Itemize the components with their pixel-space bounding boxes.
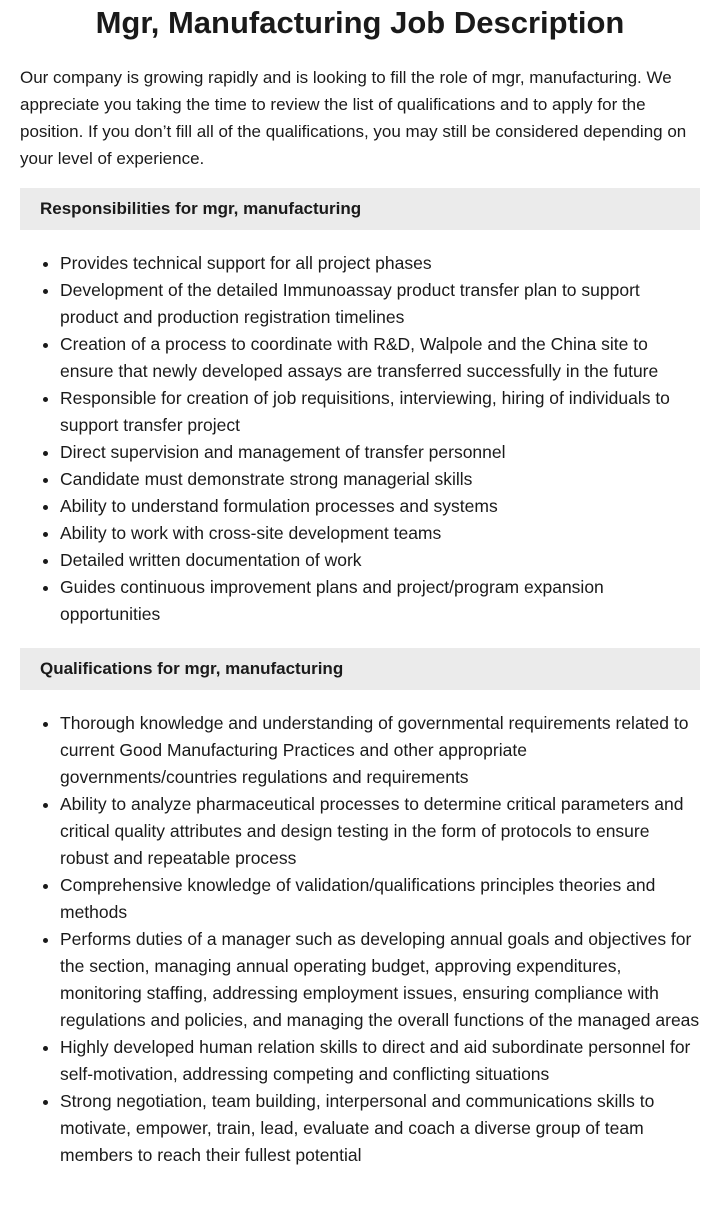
list-item: • Thorough knowledge and understanding of governmental requirements related to current Good Manufacturing Practices and other appropriate governments/countries regulations and requirements xyxy=(60,710,700,791)
list-item: • Comprehensive knowledge of validation/qualifications principles theories and methods xyxy=(60,872,700,926)
list-item: • Responsible for creation of job requisitions, interviewing, hiring of individuals to support transfer project xyxy=(60,385,700,439)
list-item: • Development of the detailed Immunoassay product transfer plan to support product and production registration timelines xyxy=(60,277,700,331)
list-item: • Strong negotiation, team building, interpersonal and communications skills to motivate, empower, train, lead, evaluate and coach a diverse group of team members to reach their fullest potential xyxy=(60,1088,700,1169)
list-item: • Guides continuous improvement plans and project/program expansion opportunities xyxy=(60,574,700,628)
list-item: • Provides technical support for all project phases xyxy=(60,250,700,277)
responsibilities-heading: Responsibilities for mgr, manufacturing xyxy=(20,188,700,230)
page-title: Mgr, Manufacturing Job Description xyxy=(95,5,625,40)
list-item: • Detailed written documentation of work xyxy=(60,547,700,574)
list-item: • Ability to analyze pharmaceutical processes to determine critical parameters and critical quality attributes and design testing in the form of protocols to ensure robust and repeatable process xyxy=(60,791,700,872)
list-item: • Creation of a process to coordinate with R&D, Walpole and the China site to ensure that newly developed assays are transferred successfully in the future xyxy=(60,331,700,385)
list-item: • Performs duties of a manager such as developing annual goals and objectives for the section, managing annual operating budget, approving expenditures, monitoring staffing, addressing employment issues, ensuring compliance with regulations and policies, and managing the overall functions of the managed areas xyxy=(60,926,700,1034)
list-item: • Ability to work with cross-site development teams xyxy=(60,520,700,547)
intro-text: Our company is growing rapidly and is looking to fill the role of mgr, manufacturing. We appreciate you taking the time to review the list of qualifications and to apply for the position. If you don’t fill all of the qualifications, you may still be considered depending on your level of experience. xyxy=(20,68,687,168)
list-item: • Candidate must demonstrate strong managerial skills xyxy=(60,466,700,493)
list-item: • Ability to understand formulation processes and systems xyxy=(60,493,700,520)
list-item: • Direct supervision and management of transfer personnel xyxy=(60,439,700,466)
qualifications-list xyxy=(20,710,700,1169)
responsibilities-list xyxy=(20,250,700,628)
list-item: • Highly developed human relation skills to direct and aid subordinate personnel for self-motivation, addressing competing and conflicting situations xyxy=(60,1034,700,1088)
qualifications-heading: Qualifications for mgr, manufacturing xyxy=(20,648,700,690)
